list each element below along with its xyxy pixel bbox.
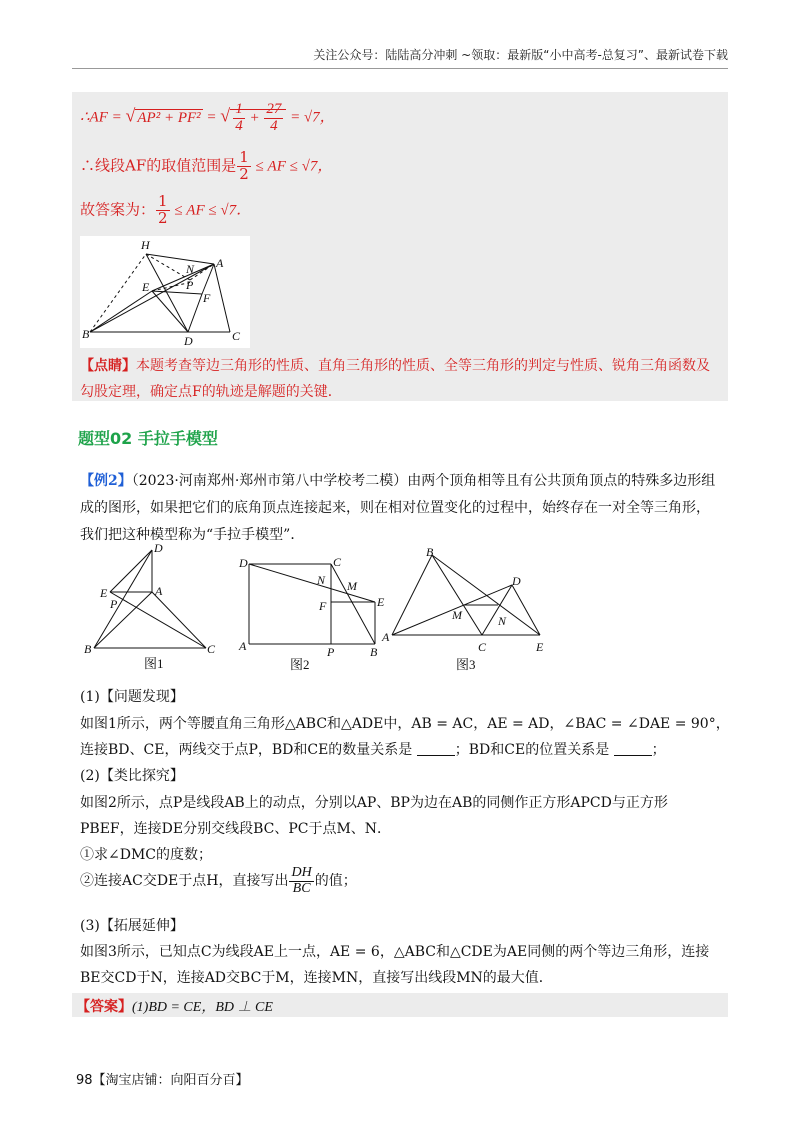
section-title: 题型02 手拉手模型	[78, 429, 218, 448]
q3-title: (3)【拓展延伸】	[80, 918, 184, 934]
label-p: P	[186, 278, 194, 292]
comment-line-1	[80, 355, 710, 375]
label-e: E	[100, 586, 108, 600]
answer-label: 故答案为：	[80, 200, 156, 219]
q1-text-a: 连接BD、CE，两线交于点P，BD和CE的数量关系是	[80, 742, 413, 758]
fraction-27-4: $\frac{27}{4}$	[266, 101, 282, 134]
figure-1-caption: 图1	[144, 656, 164, 671]
label-e: E	[377, 595, 385, 609]
range-expr: ≤ AF ≤ √7，	[251, 158, 333, 175]
label-b: B	[426, 545, 434, 559]
q3-line-2: BE交CD于N，连接AD交BC于M，连接MN，直接写出线段MN的最大值．	[80, 970, 553, 986]
figure-2-caption: 图2	[290, 657, 310, 672]
label-p: P	[327, 645, 335, 659]
solution-line-3	[80, 194, 251, 227]
segment-cb	[331, 564, 375, 644]
fraction-dh-bc: $\frac{DH}{BC}$	[291, 865, 312, 896]
label-n: N	[186, 262, 195, 276]
range-label: ∴线段AF的取值范围是	[80, 156, 237, 175]
segment-ba	[392, 555, 432, 635]
label-m: M	[452, 608, 462, 622]
fraction-1-4: $\frac{1}{4}$	[235, 101, 243, 134]
label-d: D	[239, 556, 248, 570]
segment-de	[512, 585, 540, 635]
header-divider	[72, 68, 728, 69]
figure-3	[380, 543, 555, 675]
label-b: B	[82, 327, 90, 341]
fraction-half: $\frac{1}{2}$	[239, 148, 249, 183]
label-c: C	[333, 555, 342, 569]
example-text-1: （2023·河南郑州·郑州市第八中学校考二模）由两个顶角相等且有公共顶角顶点的特殊多边形组	[131, 473, 716, 489]
solution-line-2	[80, 150, 332, 183]
radicand: AP² + PF²	[137, 109, 201, 126]
q2-line-3: ①求∠DMC的度数；	[80, 847, 213, 863]
answer-text: (1)BD = CE，BD ⊥ CE	[132, 1000, 273, 1015]
segment-ac	[152, 592, 206, 648]
segment-cd	[482, 585, 512, 635]
answer-blank-2[interactable]	[614, 741, 652, 756]
label-f: F	[203, 291, 211, 305]
sqrt-icon: √	[220, 105, 231, 126]
q1-title: (1)【问题发现】	[80, 689, 184, 705]
q2-text-b: 的值；	[314, 873, 357, 890]
q2-line-1: 如图2所示，点P是线段AB上的动点，分别以AP、BP为边在AB的同侧作正方形APCD与正方形	[80, 795, 668, 811]
page-header: 关注公众号：陆陆高分冲刺 ~领取：最新版“小中高考-总复习”、最新试卷下载	[313, 48, 728, 62]
q1-line-2	[80, 737, 730, 764]
q1-line-1: 如图1所示，两个等腰直角三角形△ABC和△ADE中，AB = AC，AE = AD，∠BAC = ∠DAE = 90°，	[80, 716, 730, 732]
footer-shop: 【淘宝店铺：向阳百分百】	[92, 1073, 249, 1088]
label-c: C	[207, 642, 216, 656]
q1-text-b: ；BD和CE的位置关系是	[454, 742, 610, 758]
figure-2	[235, 552, 390, 675]
comment-text: 本题考查等边三角形的性质、直角三角形的性质、全等三角形的判定与性质、锐角三角函数及	[136, 358, 710, 374]
label-f: F	[319, 599, 327, 613]
label-m: M	[347, 579, 357, 593]
label-d: D	[184, 334, 193, 348]
comment-tag: 【点睛】	[80, 358, 136, 374]
label-a: A	[382, 630, 390, 644]
q3-line-1: 如图3所示，已知点C为线段AE上一点，AE = 6，△ABC和△CDE为AE同侧的两个等边三角形，连接	[80, 944, 710, 960]
label-e: E	[142, 280, 150, 294]
page-number: 98	[76, 1073, 93, 1088]
answer-tag: 【答案】	[76, 999, 132, 1015]
label-n: N	[498, 614, 507, 628]
example-tag: 【例2】	[80, 473, 132, 489]
answer-blank-1[interactable]	[417, 741, 455, 756]
q2-line-2: PBEF，连接DE分别交线段BC、PC于点M、N．	[80, 821, 392, 837]
label-h: H	[141, 238, 150, 252]
segment-ba	[94, 592, 152, 648]
q2-line-4	[80, 866, 730, 896]
label-a: A	[216, 256, 224, 270]
example-line-2: 成的图形，如果把它们的底角顶点连接起来，则在相对位置变化的过程中，始终存在一对全等三角形，	[80, 500, 710, 516]
solution-figure	[80, 236, 250, 348]
example-line-3: 我们把这种模型称为“手拉手模型”．	[80, 527, 305, 543]
sqrt-icon: √	[125, 105, 136, 126]
page-footer	[76, 1069, 249, 1088]
label-p: P	[110, 597, 118, 611]
label-d: D	[154, 541, 163, 555]
equals: =	[202, 109, 221, 126]
segment-bc	[432, 555, 482, 635]
answer-line	[76, 996, 273, 1016]
segment-ec	[110, 592, 206, 648]
label-c: C	[232, 329, 241, 343]
plus: +	[245, 109, 264, 126]
answer-expr: ≤ AF ≤ √7．	[170, 202, 252, 219]
label-b: B	[84, 642, 92, 656]
segment-be	[432, 555, 540, 635]
solution-line-1	[80, 102, 335, 135]
label-a: A	[239, 639, 247, 653]
fraction-half: $\frac{1}{2}$	[158, 192, 168, 227]
label-b: B	[370, 645, 378, 659]
result: = √7，	[286, 109, 335, 126]
q2-text-a: ②连接AC交DE于点H，直接写出	[80, 873, 289, 890]
af-label: ∴AF =	[80, 109, 126, 126]
q2-title: (2)【类比探究】	[80, 768, 184, 784]
comment-line-2: 勾股定理，确定点F的轨迹是解题的关键．	[80, 384, 342, 400]
label-c: C	[478, 640, 487, 654]
figure-1	[80, 540, 220, 675]
q1-text-c: ；	[651, 742, 666, 758]
label-n: N	[317, 573, 326, 587]
label-e: E	[536, 640, 544, 654]
label-a: A	[155, 584, 163, 598]
example-line-1	[80, 468, 730, 495]
figure-3-caption: 图3	[456, 657, 476, 672]
label-d: D	[512, 574, 521, 588]
